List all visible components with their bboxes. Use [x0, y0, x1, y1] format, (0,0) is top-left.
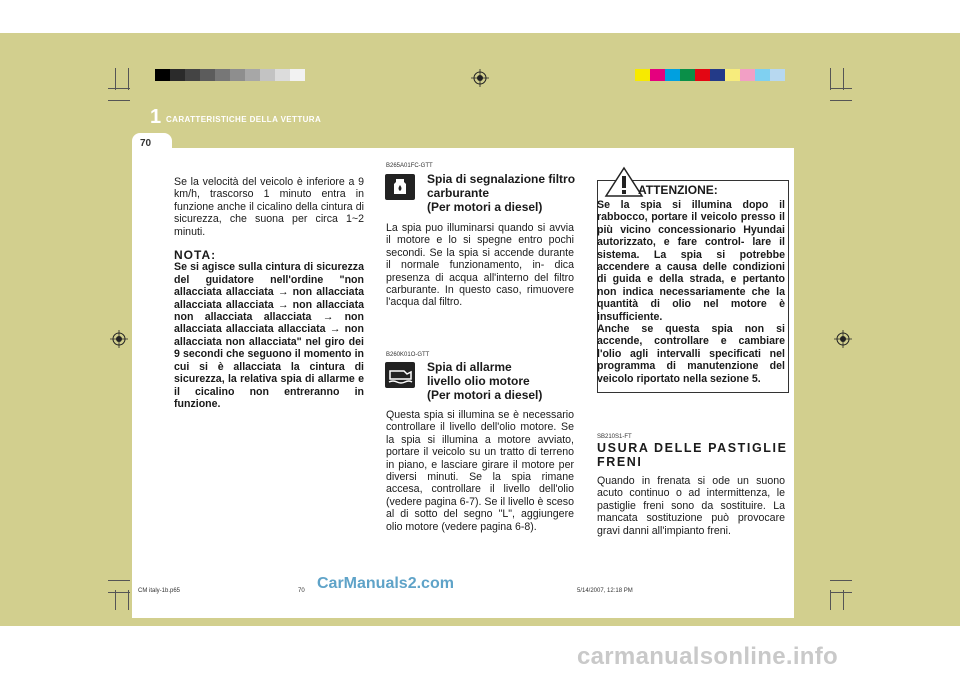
fuel-filter-body: [386, 222, 574, 309]
page-number: 70: [140, 138, 152, 149]
brakes-body: [597, 475, 785, 537]
warning-title: ATTENZIONE:: [638, 183, 718, 197]
gray-swatch: [260, 69, 275, 81]
color-swatch: [695, 69, 710, 81]
brakes-paragraph: Quando in frenata si ode un suono acuto continuo o ad intermittenza, le pastiglie freni sono da sostituire. La mancata sostituzione può provocare gravi danni all'impianto freni.: [597, 475, 785, 537]
color-swatch: [665, 69, 680, 81]
gray-swatch: [185, 69, 200, 81]
oil-level-paragraph: Questa spia si illumina se è necessario controllare il livello dell'olio motore. Se la spia si illumina a motore avviato, portare il veicolo su un tratto di terreno in piano, e lasciare girare il motore per diversi minuti. Se la spia rimane accesa, controllare il livello dell'olio (vedere pagina 6-7). Se il livello è sceso al di sotto del segno "L", aggiungere olio motore (vedere pagina 6-8).: [386, 409, 574, 533]
color-swatch: [680, 69, 695, 81]
footer-page: 70: [298, 588, 305, 594]
footer-date: 5/14/2007, 12:18 PM: [577, 588, 633, 594]
oil-level-title-line1: Spia di allarme: [427, 360, 512, 374]
registration-mark-icon: [834, 330, 852, 348]
color-swatch: [635, 69, 650, 81]
section-number: 1: [150, 106, 162, 128]
gray-swatch: [200, 69, 215, 81]
warning-text: [597, 199, 785, 385]
brakes-title-line1: USURA DELLE PASTIGLIE: [597, 441, 788, 455]
speed-intro-paragraph: Se la velocità del veicolo è inferiore a 9 km/h, trascorso 1 minuto entra in funzione anche il cicalino della cintura di sicurezza, che suona per circa 1~2 minuti.: [174, 176, 364, 238]
left-column: [174, 176, 364, 410]
fuel-filter-title-line2: carburante: [427, 186, 490, 200]
gray-swatch: [245, 69, 260, 81]
nota-heading: NOTA:: [174, 248, 217, 263]
warning-paragraph-1: Se la spia si illumina dopo il rabbocco, portare il veicolo presso il più vicino concessionario Hyundai autorizzato, e fare control- lare il sistema. La spia si potrebbe accendere a causa delle condizioni di guida e della strada, e pertanto non indica necessariamente che la quantità di olio nel motore è insufficiente.: [597, 199, 785, 323]
oil-level-body: [386, 409, 574, 533]
oil-level-title-line3: (Per motori a diesel): [427, 388, 543, 402]
section-title: CARATTERISTICHE DELLA VETTURA: [166, 115, 322, 124]
brakes-title-line2: FRENI: [597, 455, 643, 469]
color-swatch: [710, 69, 725, 81]
fuel-filter-paragraph: La spia puo illuminarsi quando si avvia il motore e lo si spegne entro pochi secondi. Se la spia si accende durante il normale funzionamento, in- dica presenza di acqua all'interno del filtro carburante. In questo caso, rimuovere l'acqua dal filtro.: [386, 222, 574, 309]
color-swatch: [650, 69, 665, 81]
registration-mark-icon: [110, 330, 128, 348]
color-swatch: [725, 69, 740, 81]
registration-mark-icon: [471, 69, 489, 87]
fuel-filter-title-line3: (Per motori a diesel): [427, 200, 543, 214]
oil-level-title-line2: livello olio motore: [427, 374, 530, 388]
color-swatch: [740, 69, 755, 81]
gray-swatch: [215, 69, 230, 81]
oil-level-heading: [427, 360, 577, 402]
nota-text: Se si agisce sulla cintura di sicurezza del guidatore nell'ordine "non allacciata allacciata → non allacciata allacciata allacciata → non allacciata non allacciata allacciata → non allacciata allacciata allacciata → non allacciata non allacciata" nel giro dei 9 secondi che seguono il momento in cui si è allacciata la cintura di sicurezza, la relativa spia di allarme e il cicalino non entreranno in funzione.: [174, 261, 364, 410]
fuel-filter-warning-icon: [385, 174, 415, 200]
oil-level-warning-icon: [385, 362, 415, 388]
gray-calibration-bar: [155, 69, 305, 81]
warning-paragraph-2: Anche se questa spia non si accende, controllare e cambiare l'olio agli intervalli specificati nel programma di manutenzione del veicolo riportato nella sezione 5.: [597, 323, 785, 385]
footer-filename: CM italy-1b.p65: [138, 588, 181, 594]
section-code: B265A01FC-GTT: [386, 163, 433, 169]
brakes-heading: [597, 441, 788, 469]
section-code: SB210S1-FT: [597, 434, 632, 440]
gray-swatch: [290, 69, 305, 81]
fuel-filter-title-line1: Spia di segnalazione filtro: [427, 172, 576, 186]
fuel-filter-heading: [427, 172, 577, 214]
section-code: B260K01O-GTT: [386, 352, 430, 358]
gray-swatch: [170, 69, 185, 81]
color-calibration-bar: [635, 69, 785, 81]
color-swatch: [770, 69, 785, 81]
gray-swatch: [230, 69, 245, 81]
color-swatch: [755, 69, 770, 81]
watermark-bottom-link[interactable]: carmanualsonline.info: [577, 643, 839, 670]
gray-swatch: [275, 69, 290, 81]
page-number-tab: [132, 133, 172, 155]
watermark-link[interactable]: CarManuals2.com: [317, 575, 454, 592]
gray-swatch: [155, 69, 170, 81]
